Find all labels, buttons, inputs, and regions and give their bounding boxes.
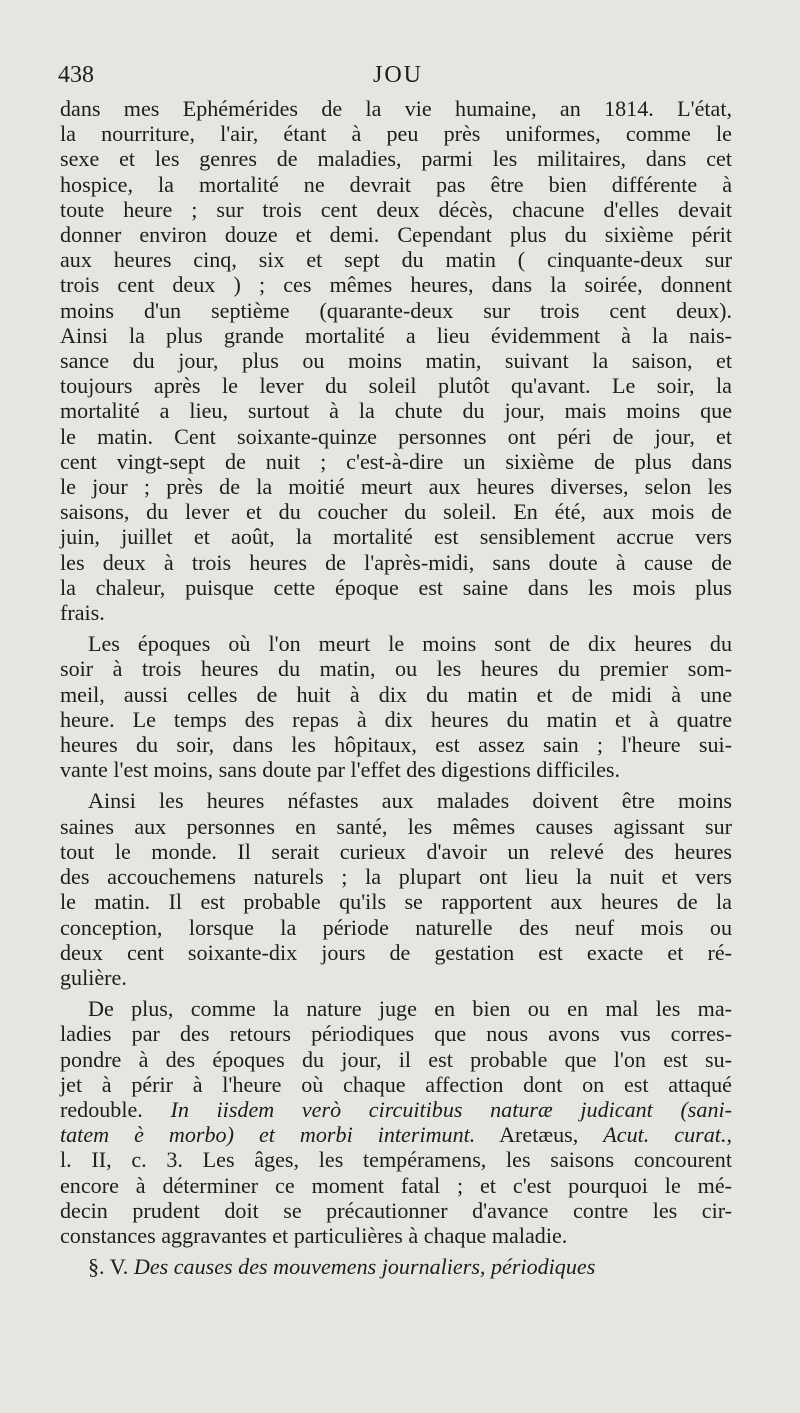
page-number: 438 [58, 62, 94, 88]
text-line [60, 348, 732, 373]
text-line [60, 197, 732, 222]
text-line [60, 247, 732, 272]
text-segment: toujours après le lever du soleil plutôt qu'avant. Le soir, la [60, 373, 732, 399]
text-line [60, 1072, 732, 1097]
text-segment: des accouchemens naturels ; la plupart ont lieu la nuit et vers [60, 864, 732, 890]
text-line [60, 600, 732, 625]
text-line [60, 707, 732, 732]
text-line [60, 1047, 732, 1072]
text-segment: le matin. Il est probable qu'ils se rapportent aux heures de la [60, 889, 732, 915]
text-segment: §. V. [88, 1254, 134, 1280]
text-segment: le matin. Cent soixante-quinze personnes ont péri de jour, et [60, 423, 732, 449]
paragraph [60, 96, 732, 625]
text-line [60, 449, 732, 474]
text-segment: la nourriture, l'air, étant à peu près uniformes, comme le [60, 121, 732, 147]
text-line [60, 1147, 732, 1172]
text-segment: conception, lorsque la période naturelle des neuf mois ou [60, 914, 732, 940]
text-segment: trois cent deux ) ; ces mêmes heures, dans la soirée, donnent [60, 272, 732, 298]
text-line [60, 323, 732, 348]
text-line [60, 656, 732, 681]
text-segment: moins d'un septième (quarante-deux sur trois cent deux). [60, 297, 732, 323]
text-line [60, 682, 732, 707]
text-line [60, 424, 732, 449]
italic-text: Des causes des mouvemens journaliers, périodiques [133, 1254, 596, 1280]
text-segment: gulière. [60, 964, 127, 990]
text-segment: saisons, du lever et du coucher du soleil. En été, aux mois de [60, 499, 732, 525]
text-segment: cent vingt-sept de nuit ; c'est-à-dire un sixième de plus dans [60, 448, 732, 474]
italic-text: tatem è morbo) et morbi interimunt. [60, 1122, 476, 1148]
text-line [60, 298, 732, 323]
text-line [60, 1097, 732, 1122]
text-line [60, 788, 732, 813]
text-segment: vante l'est moins, sans doute par l'effet des digestions difficiles. [60, 757, 620, 783]
text-segment: Aretæus, [475, 1122, 604, 1148]
text-segment: juin, juillet et août, la mortalité est sensiblement accrue vers [60, 524, 732, 550]
text-segment: heure. Le temps des repas à dix heures du matin et à quatre [60, 706, 732, 732]
text-line [60, 398, 732, 423]
text-line [60, 839, 732, 864]
text-line [60, 1223, 732, 1248]
text-line [60, 272, 732, 297]
text-line [60, 1021, 732, 1046]
text-line [60, 96, 732, 121]
text-line [60, 631, 732, 656]
text-line [60, 889, 732, 914]
text-segment: Les époques où l'on meurt le moins sont de dix heures du [88, 631, 732, 657]
text-line [60, 575, 732, 600]
text-segment: dans mes Ephémérides de la vie humaine, an 1814. L'état, [60, 96, 732, 121]
text-line [60, 499, 732, 524]
text-segment: hospice, la mortalité ne devrait pas être bien différente à [60, 171, 732, 197]
text-segment: sexe et les genres de maladies, parmi les militaires, dans cet [60, 146, 732, 172]
text-segment: ladies par des retours périodiques que nous avons vus corres- [60, 1021, 732, 1047]
running-head: JOU [372, 62, 423, 88]
text-segment: decin prudent doit se précautionner d'avance contre les cir- [60, 1197, 732, 1223]
text-segment: Ainsi la plus grande mortalité a lieu évidemment à la nais- [60, 322, 732, 348]
paragraph [60, 996, 732, 1248]
text-line [60, 121, 732, 146]
text-segment: pondre à des époques du jour, il est probable que l'on est su- [60, 1046, 732, 1072]
text-line [60, 222, 732, 247]
text-line [60, 864, 732, 889]
text-line [60, 1173, 732, 1198]
text-line [60, 474, 732, 499]
text-segment: Ainsi les heures néfastes aux malades doivent être moins [88, 788, 732, 814]
text-line [60, 814, 732, 839]
paragraph [60, 788, 732, 990]
text-segment: redouble. [60, 1096, 171, 1122]
text-line [60, 1198, 732, 1223]
page-header [58, 62, 738, 96]
text-segment: tout le monde. Il serait curieux d'avoir un relevé des heures [60, 838, 732, 864]
text-segment: jet à périr à l'heure où chaque affection dont on est attaqué [60, 1071, 732, 1097]
text-segment: constances aggravantes et particulières à chaque maladie. [60, 1222, 568, 1248]
text-segment: encore à déterminer ce moment fatal ; et c'est pourquoi le mé- [60, 1172, 732, 1198]
text-segment: aux heures cinq, six et sept du matin ( cinquante-deux sur [60, 247, 732, 273]
text-segment: le jour ; près de la moitié meurt aux heures diverses, selon les [60, 474, 732, 500]
text-line [60, 732, 732, 757]
text-segment: deux cent soixante-dix jours de gestation est exacte et ré- [60, 939, 732, 965]
text-line [60, 940, 732, 965]
text-segment: frais. [60, 600, 105, 626]
text-segment: , [726, 1122, 732, 1148]
text-line [60, 550, 732, 575]
text-line [60, 1254, 732, 1279]
text-line [60, 373, 732, 398]
text-segment: heures du soir, dans les hôpitaux, est assez sain ; l'heure sui- [60, 732, 732, 758]
text-line [60, 1122, 732, 1147]
text-segment: les deux à trois heures de l'après-midi, sans doute à cause de [60, 549, 732, 575]
text-line [60, 524, 732, 549]
text-segment: saines aux personnes en santé, les mêmes causes agissant sur [60, 813, 732, 839]
text-segment: l. II, c. 3. Les âges, les tempéramens, les saisons concourent [60, 1147, 732, 1173]
text-line [60, 146, 732, 171]
text-line [60, 996, 732, 1021]
italic-text: In iisdem verò circuitibus naturæ judicant (sani- [170, 1096, 732, 1122]
paragraph [60, 1254, 732, 1279]
paragraph [60, 631, 732, 782]
text-segment: la chaleur, puisque cette époque est saine dans les mois plus [60, 574, 732, 600]
text-segment: soir à trois heures du matin, ou les heures du premier som- [60, 656, 732, 682]
text-line [60, 965, 732, 990]
text-segment: meil, aussi celles de huit à dix du matin et de midi à une [60, 681, 732, 707]
text-segment: mortalité a lieu, surtout à la chute du jour, mais moins que [60, 398, 732, 424]
text-segment: De plus, comme la nature juge en bien ou en mal les ma- [88, 996, 732, 1022]
italic-text: Acut. curat. [603, 1122, 727, 1148]
text-line [60, 172, 732, 197]
body-text [60, 96, 732, 1279]
text-line [60, 757, 732, 782]
text-segment: toute heure ; sur trois cent deux décès, chacune d'elles devait [60, 196, 732, 222]
text-line [60, 915, 732, 940]
text-segment: donner environ douze et demi. Cependant plus du sixième périt [60, 222, 732, 248]
text-segment: sance du jour, plus ou moins matin, suivant la saison, et [60, 348, 732, 374]
